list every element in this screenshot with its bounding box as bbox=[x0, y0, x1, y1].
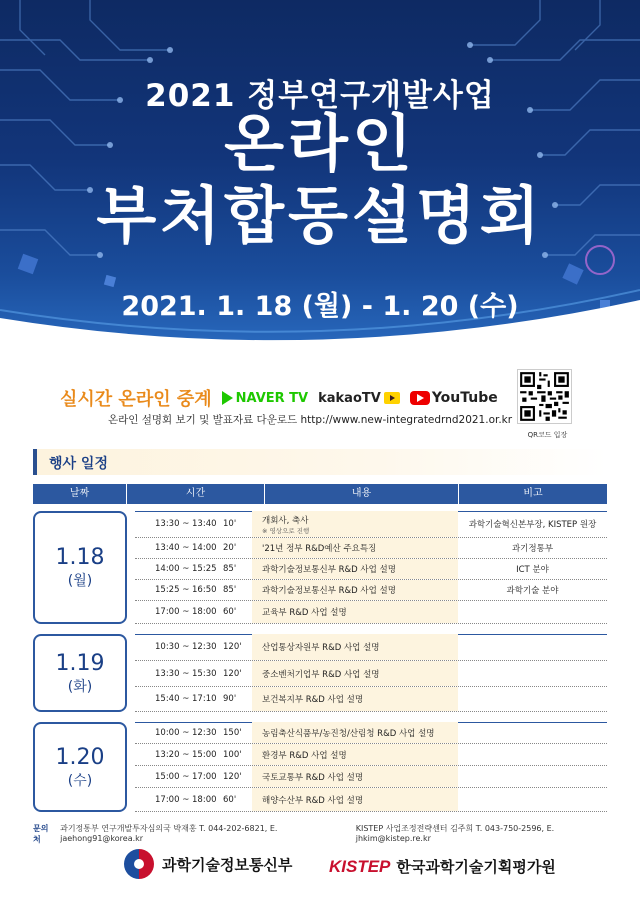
qr-code-icon[interactable] bbox=[517, 369, 572, 424]
row-content-text: 교육부 R&D 사업 설명 bbox=[262, 608, 347, 618]
header-note: 비고 bbox=[523, 488, 543, 499]
row-content-text: 농림축산식품부/농진청/산림청 R&D 사업 설명 bbox=[262, 728, 435, 739]
row-duration: 85' bbox=[223, 564, 237, 574]
row-note: 과학기술혁신본부장, KISTEP 원장 bbox=[468, 520, 597, 530]
weekday-value: (수) bbox=[67, 772, 93, 789]
row-content bbox=[252, 601, 458, 623]
row-time: 13:30 ~ 15:30 bbox=[155, 668, 217, 679]
row-duration: 150' bbox=[223, 727, 242, 738]
schedule-row bbox=[135, 559, 607, 580]
schedule-row bbox=[135, 601, 607, 624]
row-time: 17:00 ~ 18:00 bbox=[155, 794, 217, 805]
row-content bbox=[252, 788, 458, 811]
kistep-mark: KISTEP bbox=[329, 856, 391, 876]
schedule-row bbox=[135, 511, 607, 538]
qr-label: QR코드 입장 bbox=[527, 431, 568, 439]
schedule-row bbox=[135, 661, 607, 687]
row-duration: 20' bbox=[223, 543, 237, 553]
event-dates: 2021. 1. 18 (월) - 1. 20 (수) bbox=[121, 291, 519, 322]
youtube-text: YouTube bbox=[431, 390, 498, 406]
row-content-text: 산업통상자원부 R&D 사업 설명 bbox=[262, 643, 380, 653]
row-content-text: 개회사, 축사 bbox=[262, 515, 309, 526]
row-time: 13:30 ~ 13:40 bbox=[155, 519, 217, 529]
row-duration: 85' bbox=[223, 585, 237, 595]
row-content-text: 보건복지부 R&D 사업 설명 bbox=[262, 695, 364, 705]
row-note: 과학기술 분야 bbox=[506, 586, 559, 596]
kakao-tv-logo[interactable] bbox=[318, 391, 400, 406]
live-stream-label: 실시간 온라인 중계 bbox=[60, 389, 212, 410]
row-time: 10:30 ~ 12:30 bbox=[155, 642, 217, 652]
row-content-text: 환경부 R&D 사업 설명 bbox=[262, 750, 347, 761]
row-content bbox=[252, 687, 458, 711]
row-duration: 10' bbox=[223, 519, 237, 529]
youtube-logo[interactable] bbox=[410, 390, 498, 406]
row-note: ICT 분야 bbox=[516, 565, 549, 575]
contact-label: 문의처 bbox=[33, 824, 49, 844]
date-cell-day3 bbox=[33, 722, 127, 812]
row-time: 15:40 ~ 17:10 bbox=[155, 694, 217, 704]
weekday-value: (월) bbox=[67, 573, 93, 589]
row-content-text: 과학기술정보통신부 R&D 사업 설명 bbox=[262, 565, 396, 575]
row-time: 15:25 ~ 16:50 bbox=[155, 585, 217, 595]
schedule-row bbox=[135, 766, 607, 788]
kistep-name: 한국과학기술기획평가원 bbox=[396, 858, 556, 876]
event-title-line3: 부처합동설명회 bbox=[96, 179, 544, 252]
schedule-table-header bbox=[33, 484, 607, 504]
row-time: 13:40 ~ 14:00 bbox=[155, 543, 217, 553]
row-time: 10:00 ~ 12:30 bbox=[155, 727, 217, 738]
row-content-text: 해양수산부 R&D 사업 설명 bbox=[262, 795, 364, 806]
section-title-text: 행사 일정 bbox=[49, 456, 108, 472]
row-content-text: 중소벤처기업부 R&D 사업 설명 bbox=[262, 669, 380, 680]
date-value: 1.18 bbox=[55, 545, 105, 570]
row-content bbox=[252, 538, 458, 558]
row-content bbox=[252, 511, 458, 537]
row-duration: 60' bbox=[223, 794, 237, 805]
date-cell-day2 bbox=[33, 634, 127, 712]
schedule-row bbox=[135, 722, 607, 744]
header-content: 내용 bbox=[265, 484, 459, 504]
row-content-text: '21년 정부 R&D예산 주요특징 bbox=[262, 544, 377, 554]
row-duration: 90' bbox=[223, 694, 237, 704]
hero-banner bbox=[0, 0, 640, 352]
header-time: 시간 bbox=[127, 484, 265, 504]
kistep-logo bbox=[329, 856, 556, 877]
youtube-play-icon bbox=[410, 391, 430, 405]
row-note: 과기정통부 bbox=[511, 544, 554, 554]
msit-name: 과학기술정보통신부 bbox=[162, 855, 293, 874]
row-time: 15:00 ~ 17:00 bbox=[155, 771, 217, 782]
naver-tv-logo[interactable] bbox=[222, 391, 308, 406]
schedule-row bbox=[135, 744, 607, 766]
weekday-value: (화) bbox=[67, 678, 93, 695]
download-link[interactable]: 온라인 설명회 보기 및 발표자료 다운로드 http://www.new-integratedrnd2021.or.kr bbox=[108, 414, 513, 426]
schedule-row bbox=[135, 788, 607, 812]
row-content bbox=[252, 722, 458, 743]
kakao-play-icon bbox=[384, 392, 400, 404]
row-duration: 120' bbox=[223, 668, 242, 679]
schedule-row bbox=[135, 538, 607, 559]
msit-logo bbox=[124, 849, 292, 879]
date-value: 1.19 bbox=[55, 650, 105, 676]
row-time: 17:00 ~ 18:00 bbox=[155, 607, 217, 617]
play-icon bbox=[222, 391, 233, 405]
row-duration: 60' bbox=[223, 607, 237, 617]
date-cell-day1 bbox=[33, 511, 127, 624]
row-content bbox=[252, 580, 458, 600]
row-content bbox=[252, 744, 458, 765]
schedule-row bbox=[135, 634, 607, 661]
header-date: 날짜 bbox=[33, 484, 127, 504]
kakao-tv-text: kakaoTV bbox=[318, 390, 381, 406]
schedule-section-title bbox=[33, 449, 607, 475]
contact-kistep: KISTEP 사업조정전략센터 김주희 T. 043-750-2596, E. jhkim@kistep.re.kr bbox=[355, 824, 555, 843]
row-duration: 120' bbox=[223, 642, 242, 652]
schedule-row bbox=[135, 687, 607, 712]
row-content-text: 국토교통부 R&D 사업 설명 bbox=[262, 772, 364, 783]
event-title-line2: 온라인 bbox=[224, 107, 416, 180]
event-title-line1: 2021 정부연구개발사업 bbox=[145, 78, 495, 114]
naver-tv-text: NAVER TV bbox=[235, 390, 309, 406]
row-content bbox=[252, 766, 458, 787]
row-content-text: 과학기술정보통신부 R&D 사업 설명 bbox=[262, 586, 396, 596]
contact-info bbox=[33, 823, 607, 845]
schedule-row bbox=[135, 580, 607, 601]
row-duration: 120' bbox=[223, 771, 242, 782]
row-duration: 100' bbox=[223, 749, 242, 760]
row-content bbox=[252, 634, 458, 660]
government-emblem-icon bbox=[124, 849, 154, 879]
row-time: 13:20 ~ 15:00 bbox=[155, 749, 217, 760]
row-content-sub: ※ 영상으로 진행 bbox=[262, 526, 310, 535]
row-content bbox=[252, 559, 458, 579]
date-value: 1.20 bbox=[55, 744, 105, 770]
row-time: 14:00 ~ 15:25 bbox=[155, 564, 217, 574]
streaming-line bbox=[60, 386, 498, 410]
contact-msit: 과기정통부 연구개발투자심의국 박재홍 T. 044-202-6821, E. jaehong91@korea.kr bbox=[60, 824, 278, 843]
row-content bbox=[252, 661, 458, 686]
